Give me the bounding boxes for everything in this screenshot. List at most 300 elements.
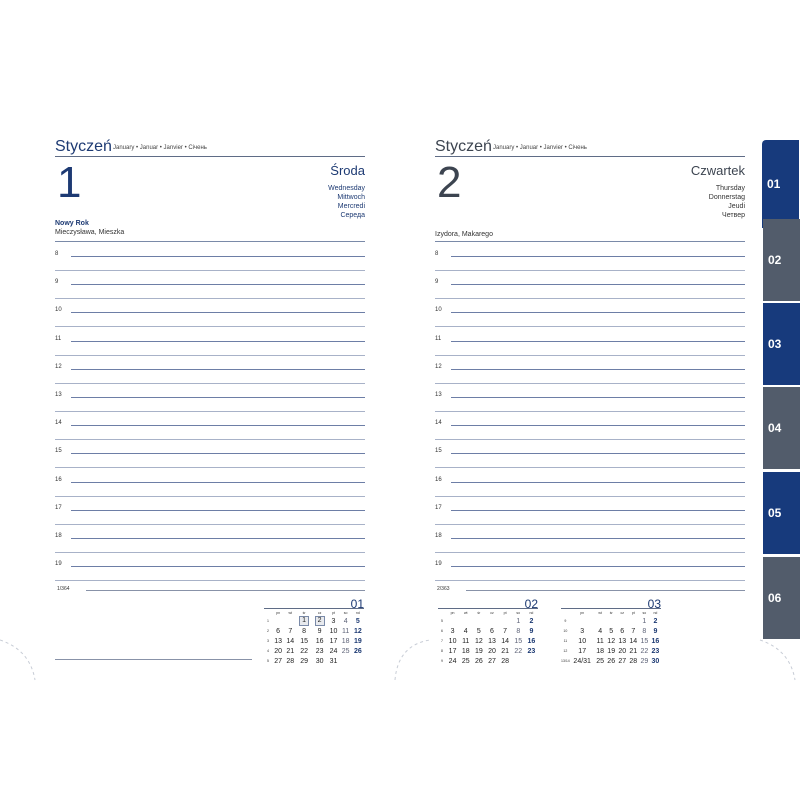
weekday-header: wt xyxy=(598,611,602,615)
month-name: Styczeń xyxy=(55,138,112,155)
weekday-header: cz xyxy=(620,611,624,615)
calendar-day[interactable]: 22 xyxy=(514,647,523,655)
calendar-day[interactable]: 27 xyxy=(274,657,282,665)
hour-label: 14 xyxy=(435,420,442,427)
calendar-day[interactable]: 14 xyxy=(629,637,638,645)
hour-row[interactable] xyxy=(435,273,745,301)
calendar-day[interactable]: 30 xyxy=(651,657,660,665)
weekday-header: so xyxy=(343,611,348,615)
calendar-day[interactable]: 10 xyxy=(448,637,457,645)
half-hour-line xyxy=(55,439,365,440)
hour-line xyxy=(451,453,745,454)
calendar-day[interactable]: 27 xyxy=(618,657,627,665)
hour-line xyxy=(71,341,365,342)
calendar-day[interactable]: 28 xyxy=(629,657,638,665)
hour-line xyxy=(71,312,365,313)
calendar-day[interactable]: 13 xyxy=(274,637,282,645)
footer-line xyxy=(86,590,365,591)
hour-label: 9 xyxy=(55,279,59,286)
hour-line xyxy=(71,453,365,454)
hour-line xyxy=(71,538,365,539)
half-hour-line xyxy=(55,411,365,412)
hour-row[interactable] xyxy=(55,273,365,301)
calendar-day[interactable]: 4 xyxy=(598,627,603,635)
weekday-header: wt xyxy=(463,611,468,615)
calendar-grid xyxy=(561,610,661,666)
hour-row[interactable] xyxy=(435,442,745,470)
calendar-month-number: 01 xyxy=(350,597,364,611)
day-translation: Jeudi xyxy=(728,203,745,210)
hour-label: 16 xyxy=(55,476,62,483)
calendar-week xyxy=(438,656,538,666)
weekday-header: cz xyxy=(317,611,322,615)
calendar-day[interactable]: 17 xyxy=(578,647,587,655)
calendar-day xyxy=(525,656,538,666)
day-translation: Thursday xyxy=(715,185,745,192)
half-hour-line xyxy=(435,411,745,412)
day-block xyxy=(55,157,365,568)
calendar-day[interactable]: 26 xyxy=(607,657,616,665)
hour-label: 15 xyxy=(55,448,62,455)
calendar-day[interactable]: 11 xyxy=(462,637,470,645)
calendar-week xyxy=(438,636,538,646)
calendar-day[interactable]: 19 xyxy=(474,647,483,655)
calendar-day[interactable]: 1 xyxy=(516,617,521,625)
hour-row[interactable] xyxy=(435,499,745,527)
hour-line xyxy=(451,369,745,370)
calendar-day[interactable]: 13 xyxy=(488,637,496,645)
calendar-day[interactable]: 15 xyxy=(514,637,523,645)
calendar-day[interactable]: 10 xyxy=(329,627,338,635)
hour-row[interactable] xyxy=(435,330,745,358)
half-hour-line xyxy=(55,467,365,468)
day-translations xyxy=(709,184,745,220)
day-block xyxy=(435,157,745,568)
calendar-month-number: 02 xyxy=(524,597,538,611)
hour-line xyxy=(71,566,365,567)
calendar-day[interactable]: 21 xyxy=(501,647,510,655)
calendar-day[interactable]: 5 xyxy=(609,627,614,635)
half-hour-line xyxy=(55,298,365,299)
hour-label: 15 xyxy=(435,448,442,455)
calendar-day[interactable]: 5 xyxy=(476,627,481,635)
hour-label: 14 xyxy=(55,420,62,427)
calendar-day[interactable]: 20 xyxy=(618,647,627,655)
calendar-day[interactable]: 15 xyxy=(640,637,649,645)
hour-label: 9 xyxy=(435,279,439,286)
weekday-header: so xyxy=(642,611,647,615)
left-page xyxy=(55,138,365,568)
half-hour-line xyxy=(55,355,365,356)
hour-line xyxy=(71,510,365,511)
hour-line xyxy=(71,284,365,285)
calendar-day[interactable]: 21 xyxy=(286,647,295,655)
calendar-day[interactable]: 9 xyxy=(317,627,322,635)
calendar-week xyxy=(264,616,364,626)
calendar-day[interactable]: 4 xyxy=(343,617,348,625)
calendar-grid xyxy=(264,610,364,666)
day-number: 2 xyxy=(437,158,462,207)
calendar-day[interactable]: 7 xyxy=(631,627,636,635)
hour-label: 8 xyxy=(435,251,439,257)
calendar-day[interactable]: 6 xyxy=(490,627,494,635)
weekday-header: pn xyxy=(450,611,455,615)
hour-row[interactable] xyxy=(435,301,745,329)
calendar-day[interactable] xyxy=(312,616,328,626)
half-hour-line xyxy=(435,552,745,553)
calendar-day[interactable]: 12 xyxy=(474,637,483,645)
tab-label: 04 xyxy=(768,421,782,435)
calendar-day[interactable]: 30 xyxy=(315,657,324,665)
name-days: Mieczysława, Mieszka xyxy=(55,229,125,236)
calendar-day xyxy=(499,616,512,626)
calendar-day[interactable]: 11 xyxy=(596,637,604,645)
month-tab-05[interactable] xyxy=(763,472,800,554)
calendar-day xyxy=(272,616,284,626)
hour-label: 10 xyxy=(55,307,62,314)
highlighted-day: 1 xyxy=(299,616,309,626)
calendar-day xyxy=(446,616,459,626)
calendar-day[interactable]: 8 xyxy=(516,627,521,635)
hour-row[interactable] xyxy=(55,330,365,358)
calendar-day[interactable]: 22 xyxy=(300,647,309,655)
day-counter: 2/363 xyxy=(437,586,450,592)
hour-row[interactable] xyxy=(435,471,745,499)
hour-label: 17 xyxy=(435,504,442,511)
calendar-week xyxy=(561,636,661,646)
half-hour-line xyxy=(435,580,745,581)
calendar-day xyxy=(512,656,525,666)
calendar-day[interactable]: 6 xyxy=(620,627,625,635)
calendar-day[interactable]: 20 xyxy=(488,647,496,655)
day-name: Środa xyxy=(330,163,365,178)
month-translations: January • Januar • Janvier • Січень xyxy=(113,145,207,151)
hour-row[interactable] xyxy=(55,442,365,470)
calendar-day[interactable]: 9 xyxy=(529,627,534,635)
half-hour-line xyxy=(435,355,745,356)
hour-label: 12 xyxy=(435,363,442,370)
calendar-day[interactable]: 12 xyxy=(353,627,362,635)
month-tab-02[interactable] xyxy=(763,219,800,301)
weekday-header: śr xyxy=(609,611,613,615)
hour-line xyxy=(451,312,745,313)
calendar-day[interactable]: 11 xyxy=(342,627,350,635)
calendar-day[interactable]: 8 xyxy=(302,627,307,635)
calendar-day[interactable]: 16 xyxy=(651,637,660,645)
month-tab-01[interactable] xyxy=(762,140,799,228)
calendar-day[interactable]: 16 xyxy=(527,637,536,645)
calendar-day[interactable]: 14 xyxy=(501,637,510,645)
calendar-week xyxy=(561,646,661,656)
calendar-day[interactable]: 9 xyxy=(653,627,658,635)
right-page xyxy=(435,138,745,568)
calendar-day[interactable]: 18 xyxy=(461,647,470,655)
weekday-header: nd xyxy=(529,611,534,615)
calendar-day[interactable]: 3 xyxy=(450,627,455,635)
calendar-day[interactable]: 25 xyxy=(596,657,605,665)
hour-label: 11 xyxy=(55,335,62,342)
hour-label: 16 xyxy=(435,476,442,483)
weekday-header: so xyxy=(516,611,521,615)
hour-lines xyxy=(55,245,365,583)
hour-line xyxy=(71,256,365,257)
hour-line xyxy=(451,566,745,567)
calendar-day[interactable]: 13 xyxy=(618,637,627,645)
calendar-week xyxy=(561,656,661,666)
calendar-week xyxy=(264,626,364,636)
calendar-day[interactable]: 6 xyxy=(276,627,281,635)
week-number: 8 xyxy=(441,649,443,653)
hour-line xyxy=(451,482,745,483)
hour-label: 18 xyxy=(55,532,62,539)
tab-label: 05 xyxy=(768,506,782,520)
tab-label: 03 xyxy=(768,337,782,351)
hour-row[interactable] xyxy=(55,499,365,527)
hour-label: 17 xyxy=(55,504,62,511)
name-days: Izydora, Makarego xyxy=(435,231,493,238)
calendar-day[interactable]: 22 xyxy=(640,647,649,655)
hour-label: 19 xyxy=(55,561,62,568)
weekday-header: cz xyxy=(490,611,494,615)
hour-label: 11 xyxy=(435,335,442,342)
week-number: 11 xyxy=(563,639,568,643)
divider xyxy=(435,241,745,242)
month-name: Styczeń xyxy=(435,138,492,155)
calendar-day[interactable]: 15 xyxy=(300,637,309,645)
calendar-day[interactable]: 25 xyxy=(341,647,350,655)
calendar-day xyxy=(595,616,606,626)
hour-label: 8 xyxy=(55,251,59,257)
calendar-day[interactable]: 4 xyxy=(463,627,468,635)
calendar-day[interactable]: 28 xyxy=(501,657,510,665)
holiday-name: Nowy Rok xyxy=(55,220,89,227)
tab-label: 06 xyxy=(768,591,782,605)
hour-line xyxy=(451,341,745,342)
calendar-day[interactable]: 23 xyxy=(527,647,536,655)
calendar-day[interactable]: 29 xyxy=(300,657,309,665)
month-tab-03[interactable] xyxy=(763,303,800,385)
hour-line xyxy=(71,482,365,483)
calendar-day[interactable]: 18 xyxy=(596,647,605,655)
hour-label: 12 xyxy=(55,363,62,370)
calendar-day xyxy=(459,616,472,626)
half-hour-line xyxy=(55,496,365,497)
highlighted-day: 2 xyxy=(315,616,325,626)
week-number: 5 xyxy=(441,619,443,623)
weekday-header: nd xyxy=(355,611,360,615)
calendar-day[interactable]: 31 xyxy=(329,657,338,665)
hour-row[interactable] xyxy=(55,386,365,414)
hour-row[interactable] xyxy=(55,555,365,583)
half-hour-line xyxy=(435,524,745,525)
weekday-header: pn xyxy=(580,611,585,615)
week-number: 4 xyxy=(267,649,269,653)
weekday-header: pn xyxy=(276,611,281,615)
hour-row[interactable] xyxy=(55,245,365,273)
calendar-day[interactable]: 17 xyxy=(448,647,457,655)
calendar-day[interactable]: 28 xyxy=(286,657,295,665)
day-counter: 1/364 xyxy=(57,586,70,592)
hour-label: 13 xyxy=(435,391,442,398)
calendar-day[interactable]: 20 xyxy=(274,647,282,655)
weekday-header: nd xyxy=(653,611,658,615)
calendar-grid xyxy=(438,610,538,666)
half-hour-line xyxy=(55,270,365,271)
hour-row[interactable] xyxy=(435,527,745,555)
week-number: 2 xyxy=(267,629,269,633)
week-number: 9 xyxy=(564,619,567,623)
hour-line xyxy=(451,256,745,257)
hour-line xyxy=(451,538,745,539)
day-number: 1 xyxy=(57,158,82,207)
calendar-day[interactable]: 24 xyxy=(448,657,457,665)
weekday-header: wt xyxy=(288,611,293,615)
calendar-day[interactable]: 2 xyxy=(653,617,658,625)
calendar-rule xyxy=(561,608,661,609)
calendar-week xyxy=(561,626,661,636)
calendar-day[interactable]: 24 xyxy=(329,647,338,655)
half-hour-line xyxy=(55,383,365,384)
calendar-day[interactable]: 26 xyxy=(353,647,362,655)
calendar-day[interactable]: 26 xyxy=(474,657,483,665)
calendar-day[interactable]: 14 xyxy=(286,637,295,645)
month-header xyxy=(55,138,365,157)
calendar-day[interactable]: 8 xyxy=(642,627,647,635)
week-number: 7 xyxy=(441,639,443,643)
hour-row[interactable] xyxy=(435,245,745,273)
calendar-day[interactable]: 16 xyxy=(315,637,324,645)
day-name: Czwartek xyxy=(690,163,745,178)
calendar-week xyxy=(264,636,364,646)
calendar-day xyxy=(352,656,364,666)
week-number: 12 xyxy=(563,649,568,653)
calendar-day[interactable]: 29 xyxy=(640,657,649,665)
calendar-day[interactable]: 7 xyxy=(503,627,508,635)
hour-row[interactable] xyxy=(435,386,745,414)
hour-line xyxy=(451,397,745,398)
calendar-day[interactable]: 2 xyxy=(529,617,534,625)
calendar-day[interactable]: 24/31 xyxy=(573,657,591,665)
hour-label: 19 xyxy=(435,561,442,568)
calendar-week xyxy=(438,616,538,626)
calendar-day[interactable]: 5 xyxy=(355,617,360,625)
week-number: 13/14 xyxy=(561,659,570,663)
calendar-day[interactable]: 19 xyxy=(607,647,616,655)
calendar-day[interactable]: 1 xyxy=(642,617,647,625)
hour-row[interactable] xyxy=(55,414,365,442)
hour-row[interactable] xyxy=(435,414,745,442)
calendar-rule xyxy=(438,608,538,609)
hour-line xyxy=(71,369,365,370)
hour-line xyxy=(71,425,365,426)
calendar-day xyxy=(617,616,628,626)
month-tab-04[interactable] xyxy=(763,387,800,469)
calendar-week xyxy=(438,646,538,656)
calendar-day[interactable]: 10 xyxy=(578,637,587,645)
calendar-day xyxy=(284,616,296,626)
half-hour-line xyxy=(435,439,745,440)
week-number: 10 xyxy=(563,629,568,633)
half-hour-line xyxy=(435,467,745,468)
hour-line xyxy=(451,425,745,426)
calendar-day xyxy=(472,616,485,626)
day-translation: Mercredi xyxy=(337,203,365,210)
weekday-header: pt xyxy=(503,611,507,615)
week-number: 9 xyxy=(441,659,443,663)
calendar-month-number: 03 xyxy=(647,597,661,611)
hour-line xyxy=(451,284,745,285)
day-translation: Donnerstag xyxy=(708,194,745,201)
calendar-day[interactable]: 7 xyxy=(288,627,293,635)
calendar-day[interactable]: 3 xyxy=(580,627,585,635)
month-header xyxy=(435,138,745,157)
hour-row[interactable] xyxy=(55,471,365,499)
calendar-week xyxy=(264,646,364,656)
half-hour-line xyxy=(435,326,745,327)
hour-row[interactable] xyxy=(435,555,745,583)
day-translation: Mittwoch xyxy=(337,194,365,201)
week-number: 3 xyxy=(267,639,269,643)
half-hour-line xyxy=(435,270,745,271)
half-hour-line xyxy=(435,383,745,384)
hour-label: 10 xyxy=(435,307,442,314)
day-translation: Четвер xyxy=(722,212,745,219)
hour-row[interactable] xyxy=(55,301,365,329)
calendar-day[interactable]: 23 xyxy=(651,647,660,655)
weekday-header: śr xyxy=(477,611,481,615)
footer-line xyxy=(466,590,745,591)
hour-line xyxy=(71,397,365,398)
calendar-day[interactable]: 3 xyxy=(331,617,336,625)
calendar-rule xyxy=(264,608,364,609)
calendar-day xyxy=(628,616,639,626)
half-hour-line xyxy=(435,298,745,299)
month-tab-06[interactable] xyxy=(763,557,800,639)
half-hour-line xyxy=(435,496,745,497)
calendar-day[interactable]: 27 xyxy=(488,657,496,665)
half-hour-line xyxy=(55,326,365,327)
weekday-header: śr xyxy=(302,611,306,615)
hour-row[interactable] xyxy=(55,527,365,555)
note-line xyxy=(55,659,252,660)
half-hour-line xyxy=(55,580,365,581)
hour-row[interactable] xyxy=(435,358,745,386)
half-hour-line xyxy=(55,524,365,525)
calendar-week xyxy=(438,626,538,636)
calendar-week xyxy=(561,616,661,626)
tab-label: 01 xyxy=(767,177,781,191)
calendar-day[interactable] xyxy=(296,616,312,626)
calendar-week xyxy=(264,656,364,666)
calendar-day xyxy=(570,616,595,626)
hour-line xyxy=(451,510,745,511)
week-number: 5 xyxy=(267,659,269,663)
weekday-header: pt xyxy=(332,611,335,615)
calendar-day[interactable]: 25 xyxy=(461,657,470,665)
day-translation: Середа xyxy=(340,212,365,219)
calendar-day[interactable]: 23 xyxy=(315,647,324,655)
day-translations xyxy=(328,184,365,220)
hour-label: 13 xyxy=(55,391,62,398)
hour-row[interactable] xyxy=(55,358,365,386)
calendar-day[interactable]: 12 xyxy=(607,637,616,645)
calendar-day[interactable]: 19 xyxy=(353,637,362,645)
calendar-day[interactable]: 18 xyxy=(341,637,350,645)
calendar-day[interactable]: 21 xyxy=(629,647,638,655)
weekday-header: pt xyxy=(631,611,635,615)
week-number: 6 xyxy=(441,629,443,633)
calendar-day[interactable]: 17 xyxy=(329,637,338,645)
